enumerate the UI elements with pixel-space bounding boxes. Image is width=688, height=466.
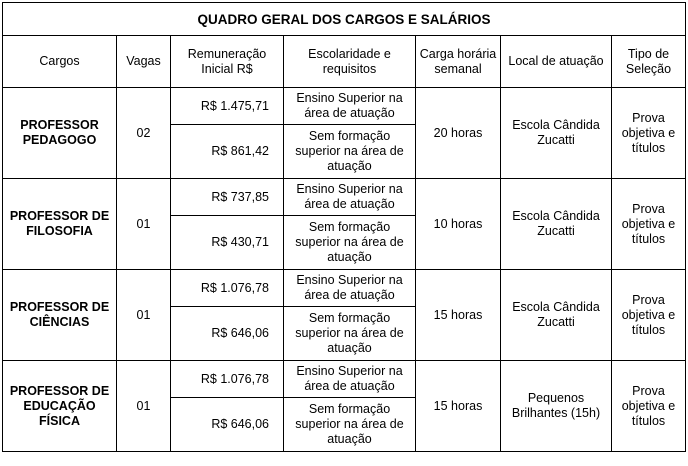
carga-cell: 20 horas (416, 88, 501, 179)
tipo-cell: Prova objetiva e títulos (612, 361, 686, 452)
local-cell: Pequenos Brilhantes (15h) (501, 361, 612, 452)
cargo-cell: PROFESSOR DE FILOSOFIA (3, 179, 117, 270)
escolaridade-cell: Ensino Superior na área de atuação (284, 361, 416, 398)
tipo-cell: Prova objetiva e títulos (612, 88, 686, 179)
header-local: Local de atuação (501, 36, 612, 88)
local-cell: Escola Cândida Zucatti (501, 179, 612, 270)
header-cargos: Cargos (3, 36, 117, 88)
escolaridade-cell: Sem formação superior na área de atuação (284, 398, 416, 452)
escolaridade-cell: Ensino Superior na área de atuação (284, 270, 416, 307)
escolaridade-cell: Sem formação superior na área de atuação (284, 125, 416, 179)
tipo-cell: Prova objetiva e títulos (612, 270, 686, 361)
vagas-cell: 02 (117, 88, 171, 179)
remuneracao-cell: R$ 430,71 (171, 216, 284, 270)
table-row (3, 270, 686, 307)
cargo-cell: PROFESSOR DE EDUCAÇÃO FÍSICA (3, 361, 117, 452)
header-remuneracao: Remuneração Inicial R$ (171, 36, 284, 88)
header-row (3, 36, 686, 88)
header-vagas: Vagas (117, 36, 171, 88)
table-row (3, 88, 686, 125)
vagas-cell: 01 (117, 270, 171, 361)
carga-cell: 15 horas (416, 270, 501, 361)
remuneracao-cell: R$ 861,42 (171, 125, 284, 179)
salary-table (2, 2, 686, 452)
escolaridade-cell: Ensino Superior na área de atuação (284, 88, 416, 125)
escolaridade-cell: Sem formação superior na área de atuação (284, 307, 416, 361)
vagas-cell: 01 (117, 361, 171, 452)
table-row (3, 361, 686, 398)
local-cell: Escola Cândida Zucatti (501, 270, 612, 361)
remuneracao-cell: R$ 646,06 (171, 307, 284, 361)
cargo-cell: PROFESSOR PEDAGOGO (3, 88, 117, 179)
header-escolaridade: Escolaridade e requisitos (284, 36, 416, 88)
cargo-cell: PROFESSOR DE CIÊNCIAS (3, 270, 117, 361)
remuneracao-cell: R$ 1.076,78 (171, 361, 284, 398)
escolaridade-cell: Ensino Superior na área de atuação (284, 179, 416, 216)
vagas-cell: 01 (117, 179, 171, 270)
header-tipo: Tipo de Seleção (612, 36, 686, 88)
escolaridade-cell: Sem formação superior na área de atuação (284, 216, 416, 270)
remuneracao-cell: R$ 1.475,71 (171, 88, 284, 125)
carga-cell: 10 horas (416, 179, 501, 270)
table-row (3, 179, 686, 216)
header-carga: Carga horária semanal (416, 36, 501, 88)
salary-table-container (2, 2, 686, 452)
tipo-cell: Prova objetiva e títulos (612, 179, 686, 270)
remuneracao-cell: R$ 737,85 (171, 179, 284, 216)
table-title: QUADRO GERAL DOS CARGOS E SALÁRIOS (3, 3, 686, 36)
remuneracao-cell: R$ 646,06 (171, 398, 284, 452)
carga-cell: 15 horas (416, 361, 501, 452)
remuneracao-cell: R$ 1.076,78 (171, 270, 284, 307)
local-cell: Escola Cândida Zucatti (501, 88, 612, 179)
